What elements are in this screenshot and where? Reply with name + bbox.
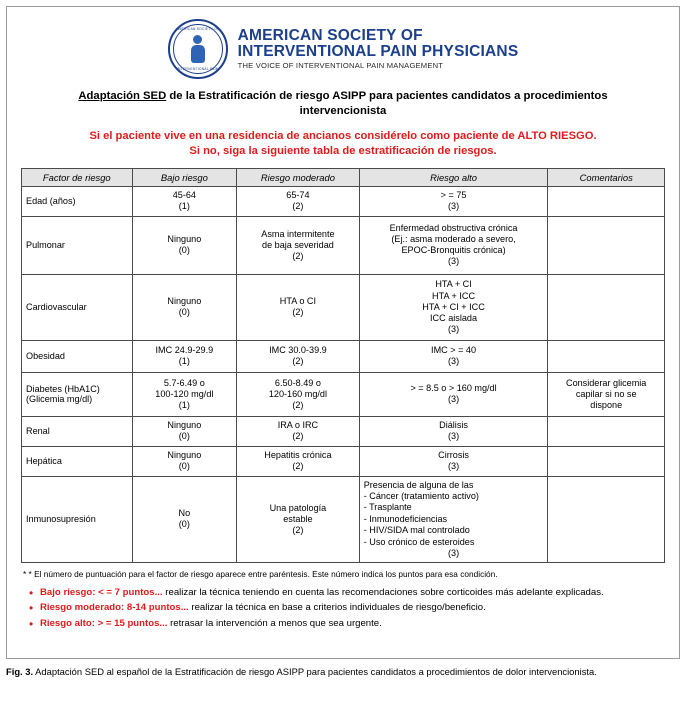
legend-label: Riesgo alto: > = 15 puntos... [40, 617, 168, 629]
cell-line: No [178, 508, 191, 519]
cell-low-risk [132, 476, 237, 563]
cell-line: > = 75 [440, 190, 467, 201]
cell-line: (3) [447, 356, 460, 367]
cell-low-risk [132, 274, 237, 340]
cell-line: de baja severidad [262, 239, 334, 250]
cell-line: - Trasplante [363, 502, 412, 513]
cell-line: (3) [447, 547, 460, 558]
table-row [22, 476, 665, 563]
seal-person-icon [191, 35, 205, 63]
cell-line: capilar si no se [575, 388, 637, 399]
cell-low-risk [132, 340, 237, 372]
cell-line: (3) [447, 461, 460, 472]
legend-label: Bajo riesgo: < = 7 puntos... [40, 587, 163, 599]
cell-moderate-risk [237, 476, 360, 563]
cell-line: EPOC-Bronquitis crónica) [401, 245, 506, 256]
table-header [22, 168, 665, 186]
cell-line: HTA + CI [435, 279, 472, 290]
legend-label: Riesgo moderado: 8-14 puntos... [40, 602, 189, 614]
cell-line: - Inmunodeficiencias [363, 513, 448, 524]
list-item [27, 587, 663, 599]
cell-high-risk [359, 186, 548, 216]
list-item [27, 602, 663, 614]
cell-line: - Cáncer (tratamiento activo) [363, 491, 479, 502]
cell-low-risk [132, 372, 237, 416]
cell-line: IRA o IRC [277, 420, 319, 431]
cell-comments [548, 372, 665, 416]
cell-moderate-risk [237, 416, 360, 446]
cell-line: Una patología [269, 502, 327, 513]
cell-line: ICC aislada [430, 312, 478, 323]
cell-line: Considerar glicemia [566, 377, 647, 388]
risk-stratification-table [21, 168, 665, 564]
cell-line: (0) [178, 307, 190, 318]
cell-line: 120-160 mg/dl [268, 388, 327, 399]
cell-moderate-risk [237, 274, 360, 340]
legend-text: realizar la técnica en base a criterios individuales de riesgo/beneficio. [188, 602, 486, 614]
cell-low-risk [132, 446, 237, 476]
cell-factor: Renal [22, 416, 133, 446]
cell-line: (3) [447, 323, 460, 334]
asipp-seal-icon [168, 19, 228, 79]
warning-text [27, 129, 659, 159]
cell-moderate-risk [237, 340, 360, 372]
cell-line: HTA o CI [279, 296, 317, 307]
cell-line: (0) [178, 519, 190, 530]
cell-high-risk [359, 476, 548, 563]
cell-factor: Cardiovascular [22, 274, 133, 340]
legend-text: realizar la técnica teniendo en cuenta las recomendaciones sobre corticoides más adelante explicadas. [162, 587, 604, 599]
cell-line: 5.7-6.49 o [163, 377, 205, 388]
cell-line: - Uso crónico de esteroides [363, 536, 475, 547]
cell-line: (0) [178, 245, 190, 256]
table-row [22, 446, 665, 476]
cell-comments [548, 416, 665, 446]
cell-factor: Inmunosupresión [22, 476, 133, 563]
cell-line: (1) [178, 201, 190, 212]
cell-high-risk [359, 446, 548, 476]
cell-line: Diabetes (HbA1C) [26, 384, 100, 395]
seal-bottom-text: INTERVENTIONAL PAIN [176, 67, 219, 71]
figure-caption-label: Fig. 3. [6, 666, 34, 677]
cell-line: (0) [178, 431, 190, 442]
table-header-row [22, 168, 665, 186]
table-row [22, 216, 665, 274]
risk-legend-list [27, 587, 663, 630]
cell-low-risk [132, 216, 237, 274]
cell-line: Asma intermitente [261, 228, 335, 239]
cell-line: - HIV/SIDA mal controlado [363, 525, 470, 536]
cell-factor: Pulmonar [22, 216, 133, 274]
seal-top-text: AMERICAN SOCIETY OF [176, 27, 220, 31]
cell-comments [548, 340, 665, 372]
cell-moderate-risk [237, 446, 360, 476]
asipp-logo-line2: INTERVENTIONAL PAIN PHYSICIANS [237, 43, 519, 61]
cell-line: Ninguno [167, 234, 202, 245]
cell-line: (3) [447, 394, 460, 405]
cell-line: HTA + CI + ICC [422, 301, 485, 312]
cell-line: HTA + ICC [432, 290, 476, 301]
asipp-logo-line1: AMERICAN SOCIETY OF [237, 26, 423, 44]
document-title-rest: de la Estratificación de riesgo ASIPP para pacientes candidatos a procedimientos intervencionista [166, 90, 608, 118]
cell-line: Hepatitis crónica [264, 450, 332, 461]
asipp-logo-text [238, 28, 519, 70]
cell-high-risk [359, 340, 548, 372]
cell-comments [548, 274, 665, 340]
asipp-logo-header [21, 19, 665, 79]
cell-line: (2) [292, 431, 304, 442]
cell-line: (3) [447, 201, 460, 212]
figure-caption [6, 666, 680, 679]
header-low-risk: Bajo riesgo [132, 168, 237, 186]
cell-line: Ninguno [167, 296, 202, 307]
cell-high-risk [359, 274, 548, 340]
header-factor: Factor de riesgo [22, 168, 133, 186]
cell-line: IMC > = 40 [431, 345, 477, 356]
document-title [49, 89, 637, 120]
cell-comments [548, 216, 665, 274]
cell-line: (2) [292, 307, 304, 318]
cell-line: estable [283, 513, 313, 524]
cell-factor [22, 372, 133, 416]
cell-line: 45-64 [172, 190, 196, 201]
cell-line: (2) [292, 461, 304, 472]
cell-line: dispone [590, 399, 623, 410]
cell-comments [548, 446, 665, 476]
table-row [22, 186, 665, 216]
table-body [22, 186, 665, 563]
cell-high-risk [359, 216, 548, 274]
cell-low-risk [132, 416, 237, 446]
cell-moderate-risk [237, 216, 360, 274]
table-row [22, 340, 665, 372]
cell-line: 65-74 [286, 190, 310, 201]
warning-line-1: Si el paciente vive en una residencia de ancianos considérelo como paciente de ALTO RIESGO. [89, 129, 597, 142]
cell-line: IMC 24.9-29.9 [155, 345, 214, 356]
cell-line: (2) [292, 525, 304, 536]
cell-line: (1) [178, 399, 190, 410]
header-comments: Comentarios [548, 168, 665, 186]
cell-line: (2) [292, 201, 304, 212]
cell-moderate-risk [237, 372, 360, 416]
cell-line: (Glicemia mg/dl) [26, 394, 93, 405]
cell-line: IMC 30.0-39.9 [269, 345, 327, 356]
cell-line: (0) [178, 461, 190, 472]
header-moderate-risk: Riesgo moderado [237, 168, 360, 186]
cell-factor: Obesidad [22, 340, 133, 372]
table-row [22, 416, 665, 446]
cell-comments [548, 476, 665, 563]
cell-line: (2) [292, 399, 304, 410]
cell-line: 100-120 mg/dl [155, 388, 214, 399]
cell-high-risk [359, 372, 548, 416]
table-row [22, 372, 665, 416]
cell-line: 6.50-8.49 o [274, 377, 321, 388]
seal-person-body [191, 45, 205, 63]
cell-line: Enfermedad obstructiva crónica [389, 223, 518, 234]
figure-panel [6, 6, 680, 659]
cell-line: (2) [292, 356, 304, 367]
score-footnote: * * El número de puntuación para el factor de riesgo aparece entre paréntesis. Este número indica los puntos para esa condición. [23, 569, 498, 580]
cell-factor: Edad (años) [22, 186, 133, 216]
header-high-risk: Riesgo alto [359, 168, 548, 186]
cell-line: Ninguno [167, 450, 202, 461]
cell-factor: Hepática [22, 446, 133, 476]
figure-inner [7, 7, 679, 639]
cell-line: > = 8.5 o > 160 mg/dl [410, 383, 497, 394]
figure-caption-text: Adaptación SED al español de la Estratificación de riesgo ASIPP para pacientes candidatos a procedimientos de dolor intervencionista. [33, 666, 597, 677]
cell-low-risk [132, 186, 237, 216]
asipp-logo-tagline: THE VOICE OF INTERVENTIONAL PAIN MANAGEMENT [237, 61, 444, 71]
cell-line: Ninguno [167, 420, 202, 431]
cell-line: (3) [447, 431, 460, 442]
seal-person-head [193, 35, 202, 44]
list-item [27, 618, 663, 630]
cell-high-risk [359, 416, 548, 446]
cell-line: (2) [292, 250, 304, 261]
cell-line: Presencia de alguna de las [363, 479, 474, 490]
cell-line: (Ej.: asma moderado a severo, [391, 234, 516, 245]
cell-comments [548, 186, 665, 216]
warning-line-2: Si no, siga la siguiente tabla de estratificación de riesgos. [189, 144, 497, 157]
cell-moderate-risk [237, 186, 360, 216]
cell-line: Diálisis [439, 420, 468, 431]
legend-text: retrasar la intervención a menos que sea urgente. [167, 617, 382, 629]
cell-line: Cirrosis [438, 450, 469, 461]
cell-line: (1) [178, 356, 190, 367]
document-title-underlined: Adaptación SED [78, 90, 167, 102]
cell-line: (3) [447, 256, 460, 267]
table-row [22, 274, 665, 340]
